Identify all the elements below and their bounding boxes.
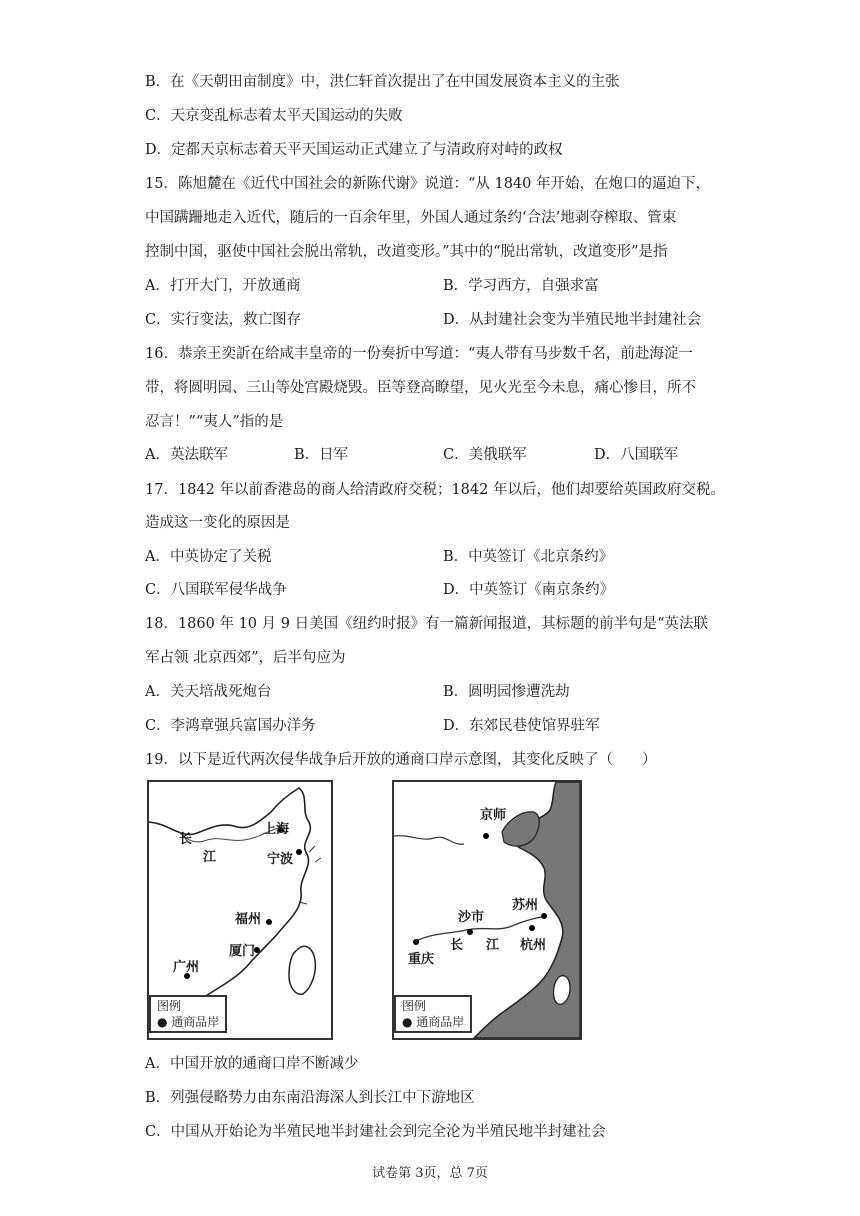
q17-option-b: B．中英签订《北京条约》 (443, 549, 614, 565)
q17-option-c: C．八国联军侵华战争 (145, 582, 287, 598)
page-footer: 试卷第 3页，总 7页 (372, 1166, 488, 1181)
q14-option-c: C．天京变乱标志着太平天国运动的失败 (145, 108, 403, 124)
map1-label-xiamen: 厦门 (229, 944, 256, 959)
q15-option-d: D．从封建社会变为半殖民地半封建社会 (443, 312, 702, 328)
q16-option-d: D．八国联军 (594, 447, 679, 463)
q17-stem-line-1: 17．1842 年以前香港岛的商人给清政府交税；1842 年以后，他们却要给英国政府交税。 (145, 482, 725, 498)
map2-label-chang: 长 (450, 938, 464, 953)
q17-stem-line-2: 造成这一变化的原因是 (145, 515, 290, 531)
q17-option-d: D．中英签订《南京条约》 (443, 582, 615, 598)
q16-option-a: A．英法联军 (145, 447, 228, 463)
q16-stem-line-3: 忍言！”“夷人”指的是 (145, 414, 284, 430)
q18-option-a: A．关天培战死炮台 (145, 684, 272, 700)
q19-option-b: B．列强侵略势力由东南沿海深人到长江中下游地区 (145, 1090, 475, 1106)
q15-option-c: C．实行变法，救亡图存 (145, 312, 302, 328)
q16-stem-line-2: 带，将圆明园、三山等处宫殿烧毁。臣等登高瞭望，见火光至今未息，痛心惨目，所不 (145, 380, 696, 396)
q18-option-c: C．李鸿章强兵富国办洋务 (145, 718, 316, 734)
map1-label-chang: 长 (179, 832, 193, 847)
map2-legend-item: ● 通商品岸 (402, 1015, 465, 1029)
q16-option-c: C．美俄联军 (443, 447, 527, 463)
map2-label-hangzhou: 杭州 (520, 938, 547, 953)
map1-label-ningbo: 宁波 (267, 852, 294, 867)
map2-legend-title: 图例 (402, 999, 427, 1013)
map2-legend (394, 995, 472, 1033)
map1-label-jiang: 江 (203, 850, 217, 865)
map-second-war-ports (392, 780, 582, 1040)
q18-stem-line-2: 军占领 北京西郊”，后半句应为 (145, 650, 346, 666)
q18-stem-line-1: 18．1860 年 10 月 9 日美国《纽约时报》有一篇新闻报道，其标题的前半句是“英法联 (145, 616, 708, 632)
q19-option-c: C．中国从开始论为半殖民地半封建社会到完全沦为半殖民地半封建社会 (145, 1124, 606, 1140)
q15-option-b: B．学习西方，自强求富 (443, 278, 599, 294)
q15-stem-line-1: 15．陈旭麓在《近代中国社会的新陈代谢》说道：“从 1840 年开始，在炮口的逼迫下， (145, 176, 710, 192)
q16-option-b: B．日军 (294, 447, 349, 463)
q15-option-a: A．打开大门，开放通商 (145, 278, 301, 294)
q18-option-b: B．圆明园惨遭洗劫 (443, 684, 570, 700)
q19-option-a: A．中国开放的通商口岸不断减少 (145, 1056, 359, 1072)
q15-stem-line-2: 中国蹒跚地走入近代，随后的一百余年里，外国人通过条约‘合法’地剥夺榨取、管束 (145, 210, 677, 226)
map2-label-jingshi: 京师 (480, 808, 507, 823)
map1-legend (149, 995, 227, 1033)
map2-label-shashi: 沙市 (458, 910, 485, 925)
map2-label-jiang: 江 (486, 938, 500, 953)
map1-label-shanghai: 上海 (263, 822, 290, 837)
q17-option-a: A．中英协定了关税 (145, 549, 272, 565)
map-first-war-ports (147, 780, 333, 1040)
map1-label-fuzhou: 福州 (235, 912, 262, 927)
q14-option-d: D．定都天京标志着天平天国运动正式建立了与清政府对峙的政权 (145, 142, 563, 158)
q18-option-d: D．东郊民巷使馆界驻军 (443, 718, 600, 734)
map1-legend-item: ● 通商品岸 (157, 1015, 220, 1029)
q15-stem-line-3: 控制中国，驱使中国社会脱出常轨，改道变形。”其中的“脱出常轨，改道变形”是指 (145, 244, 668, 260)
map2-label-chongqing: 重庆 (408, 952, 435, 967)
q14-option-b: B．在《天朝田亩制度》中，洪仁轩首次提出了在中国发展资本主义的主张 (145, 74, 620, 90)
map2-label-suzhou: 苏州 (512, 898, 539, 913)
map1-legend-title: 图例 (157, 999, 182, 1013)
q16-stem-line-1: 16．恭亲王奕訢在给咸丰皇帝的一份奏折中写道：“夷人带有马步数千名，前赴海淀一 (145, 346, 693, 362)
map1-label-guangzhou: 广州 (173, 960, 200, 975)
q19-stem: 19．以下是近代两次侵华战争后开放的通商口岸示意图，其变化反映了（ ） (145, 752, 657, 768)
